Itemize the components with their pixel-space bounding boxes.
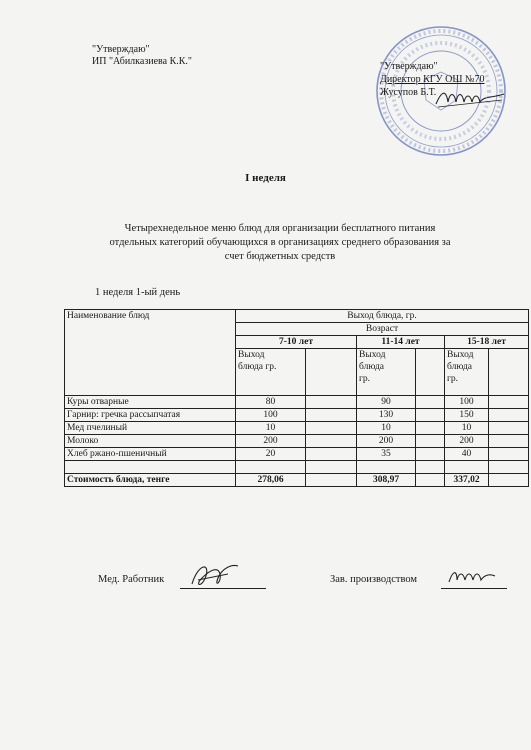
age-group-header: 11-14 лет	[357, 336, 445, 349]
director-signature-icon	[434, 86, 506, 112]
empty-cell	[489, 474, 529, 487]
empty-cell	[306, 409, 357, 422]
table-row	[65, 409, 529, 422]
empty-cell	[489, 461, 529, 474]
empty-cell	[306, 422, 357, 435]
sub-header-line: блюда гр.	[238, 362, 277, 372]
sub-header-output	[236, 349, 306, 396]
med-signature-icon	[188, 560, 242, 592]
empty-cell	[357, 461, 416, 474]
dish-name: Мед пчелиный	[65, 422, 236, 435]
sub-header-output	[445, 349, 489, 396]
value-cell: 90	[357, 396, 416, 409]
header-output: Выход блюда, гр.	[236, 310, 529, 323]
sub-header-line: блюда	[447, 362, 473, 372]
total-label: Стоимость блюда, тенге	[65, 474, 236, 487]
column-header-dish-name: Наименование блюд	[65, 310, 236, 396]
empty-cell	[306, 474, 357, 487]
empty-cell	[416, 349, 445, 396]
sub-header-line: гр.	[359, 374, 371, 384]
menu-table	[64, 309, 529, 487]
value-cell: 10	[445, 422, 489, 435]
value-cell: 35	[357, 448, 416, 461]
empty-cell	[306, 349, 357, 396]
empty-cell	[65, 461, 236, 474]
total-value: 278,06	[236, 474, 306, 487]
approval-right-line2: Директор КГУ ОШ №70	[380, 74, 485, 85]
header-age: Возраст	[236, 323, 529, 336]
age-group-header: 7-10 лет	[236, 336, 357, 349]
approval-right-line1: "Утверждаю"	[380, 61, 438, 72]
value-cell: 100	[445, 396, 489, 409]
description-line2: отдельных категорий обучающихся в организациях среднего образования за	[109, 237, 451, 248]
sub-header-output	[357, 349, 416, 396]
value-cell: 10	[236, 422, 306, 435]
empty-cell	[236, 461, 306, 474]
empty-cell	[489, 349, 529, 396]
dish-name: Гарнир: гречка рассыпчатая	[65, 409, 236, 422]
empty-cell	[489, 396, 529, 409]
value-cell: 130	[357, 409, 416, 422]
dish-name: Молоко	[65, 435, 236, 448]
menu-description	[80, 222, 480, 264]
empty-cell	[416, 396, 445, 409]
value-cell: 10	[357, 422, 416, 435]
table-row	[65, 435, 529, 448]
day-title: 1 неделя 1-ый день	[95, 287, 181, 298]
approval-right-line3: Жусупов Б.Т.	[380, 87, 437, 98]
empty-cell	[416, 474, 445, 487]
empty-cell	[489, 422, 529, 435]
table-row	[65, 422, 529, 435]
value-cell: 20	[236, 448, 306, 461]
value-cell: 200	[236, 435, 306, 448]
value-cell: 40	[445, 448, 489, 461]
sub-header-line: блюда	[359, 362, 385, 372]
empty-cell	[306, 396, 357, 409]
dish-name: Хлеб ржано-пшеничный	[65, 448, 236, 461]
approval-left	[92, 44, 192, 68]
sub-header-line: Выход	[447, 350, 474, 360]
empty-cell	[306, 448, 357, 461]
empty-cell	[416, 448, 445, 461]
value-cell: 150	[445, 409, 489, 422]
production-head-label: Зав. производством	[330, 574, 418, 585]
week-title: I неделя	[245, 172, 286, 184]
value-cell: 200	[357, 435, 416, 448]
zav-signature-icon	[447, 568, 497, 588]
empty-cell	[445, 461, 489, 474]
value-cell: 200	[445, 435, 489, 448]
dish-name: Куры отварные	[65, 396, 236, 409]
empty-cell	[489, 409, 529, 422]
empty-cell	[416, 435, 445, 448]
description-line3: счет бюджетных средств	[224, 251, 336, 262]
sub-header-line: гр.	[447, 374, 459, 384]
empty-cell	[489, 448, 529, 461]
med-worker-label: Мед. Работник	[98, 574, 165, 585]
empty-cell	[416, 422, 445, 435]
table-row	[65, 448, 529, 461]
approval-left-line2: ИП "Абилказиева К.К."	[92, 56, 193, 67]
table-row-total	[65, 474, 529, 487]
value-cell: 80	[236, 396, 306, 409]
empty-cell	[416, 461, 445, 474]
sub-header-line: Выход	[238, 350, 265, 360]
total-value: 337,02	[445, 474, 489, 487]
table-row-empty	[65, 461, 529, 474]
table-row	[65, 396, 529, 409]
empty-cell	[416, 409, 445, 422]
age-group-header: 15-18 лет	[445, 336, 529, 349]
zav-signature-line	[441, 588, 507, 589]
sub-header-line: Выход	[359, 350, 386, 360]
empty-cell	[489, 435, 529, 448]
empty-cell	[306, 435, 357, 448]
total-value: 308,97	[357, 474, 416, 487]
approval-left-line1: "Утверждаю"	[92, 44, 150, 55]
description-line1: Четырехнедельное меню блюд для организации бесплатного питания	[124, 223, 436, 234]
value-cell: 100	[236, 409, 306, 422]
empty-cell	[306, 461, 357, 474]
